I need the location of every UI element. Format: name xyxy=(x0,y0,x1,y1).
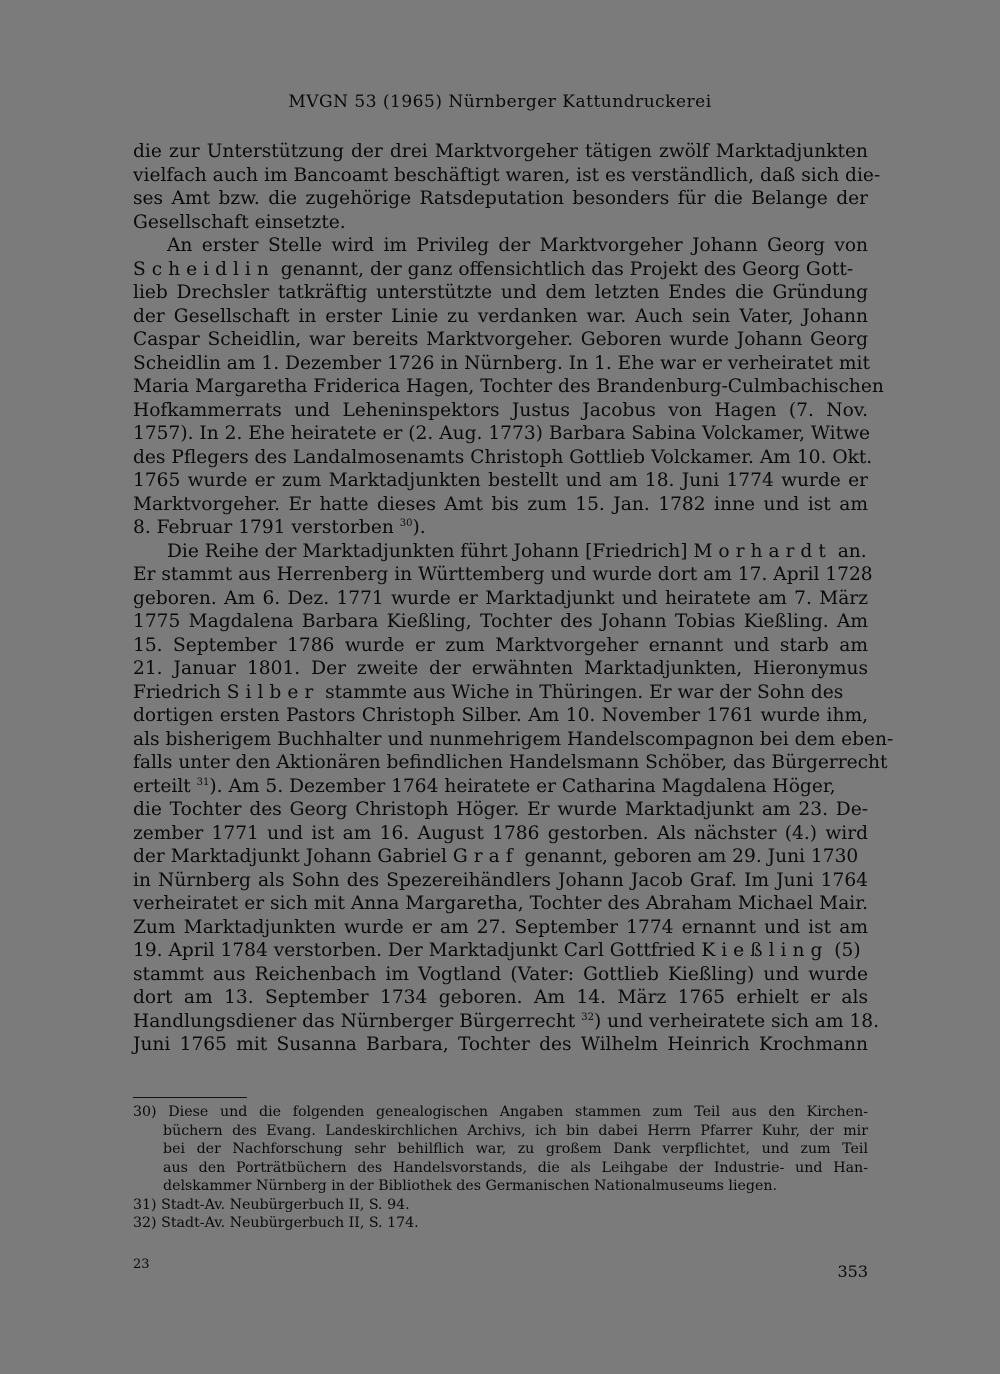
text-line xyxy=(133,681,868,705)
text-line: Gesellschaft einsetzte. xyxy=(133,211,346,233)
text-run: genannt, geboren am 29. Juni 1730 xyxy=(518,846,859,867)
text-line: die zur Unterstützung der drei Marktvorgeher tätigen zwölf Marktadjunkten xyxy=(133,141,868,162)
text-line: dort am 13. September 1734 geboren. Am 14. März 1765 erhielt er als xyxy=(133,987,868,1008)
text-line: dortigen ersten Pastors Christoph Silber. Am 10. November 1761 wurde ihm, xyxy=(133,705,868,726)
text-line: der Gesellschaft in erster Linie zu verdanken war. Auch sein Vater, Johann xyxy=(133,305,868,327)
spaced-name: Scheidlin xyxy=(133,258,275,280)
page-number: 353 xyxy=(837,1262,868,1281)
text-line: vielfach auch im Bancoamt beschäftigt waren, ist es verständlich, daß sich die- xyxy=(133,164,881,186)
text-run: Handlungsdiener das Nürnberger Bürgerrecht xyxy=(133,1010,576,1032)
text-run: ). Am 5. Dezember 1764 heiratete er Catharina Magdalena Höger, xyxy=(209,775,836,797)
text-line: in Nürnberg als Sohn des Spezereihändlers Johann Jacob Graf. Im Juni 1764 xyxy=(133,869,868,891)
text-line xyxy=(133,775,868,799)
footnote-ref: 31 xyxy=(196,776,210,788)
footnote-ref: 30 xyxy=(399,518,413,529)
text-line: 15. September 1786 wurde er zum Marktvorgeher ernannt und starb am xyxy=(133,634,868,656)
text-line: 21. Januar 1801. Der zweite der erwähnten Marktadjunkten, Hieronymus xyxy=(133,658,868,679)
text-line: Caspar Scheidlin, war bereits Marktvorgeher. Geboren wurde Johann Georg xyxy=(133,329,868,350)
text-run: der Marktadjunkt Johann Gabriel xyxy=(133,846,453,867)
text-line xyxy=(133,939,868,963)
footnote-30-line: bei der Nachforschung sehr behilflich war, zu großem Dank verpflichtet, und zum Teil xyxy=(163,1141,868,1157)
footnote-30-line: büchern des Evang. Landeskirchlichen Archivs, ich bin dabei Herrn Pfarrer Kuhr, der mir xyxy=(163,1122,868,1139)
footnote-30-line: delskammer Nürnberg in der Bibliothek des Germanischen Nationalmuseums liegen. xyxy=(163,1178,778,1194)
text-line: geboren. Am 6. Dez. 1771 wurde er Marktadjunkt und heiratete am 7. März xyxy=(133,587,868,609)
text-line: 1765 wurde er zum Marktadjunkten bestellt und am 18. Juni 1774 wurde er xyxy=(133,470,868,491)
text-line: Scheidlin am 1. Dezember 1726 in Nürnberg. In 1. Ehe war er verheiratet mit xyxy=(133,352,870,374)
spaced-name: Kießling xyxy=(701,940,829,961)
running-head: MVGN 53 (1965) Nürnberger Kattundruckerei xyxy=(288,92,712,112)
footnote-32 xyxy=(133,1214,868,1233)
text-run: 19. April 1784 verstorben. Der Marktadjunkt Carl Gottfried xyxy=(133,940,702,961)
text-line: An erster Stelle wird im Privileg der Marktvorgeher Johann Georg von xyxy=(167,235,868,256)
text-line: ses Amt bzw. die zugehörige Ratsdeputation besonders für die Belange der xyxy=(133,188,868,209)
spaced-name: Morhardt xyxy=(693,540,832,562)
text-run: ) und verheiratete sich am 18. xyxy=(593,1010,880,1032)
footnote-mark: 32) xyxy=(133,1215,157,1231)
signature-mark: 23 xyxy=(133,1257,150,1272)
text-run: an. xyxy=(831,540,867,562)
text-line xyxy=(133,516,868,540)
text-line xyxy=(133,1010,880,1034)
text-line: Maria Margaretha Friderica Hagen, Tochter des Brandenburg-Culmbachischen xyxy=(133,376,884,397)
text-run: (5) xyxy=(828,940,861,961)
text-line: Marktvorgeher. Er hatte dieses Amt bis zum 15. Jan. 1782 inne und ist am xyxy=(133,493,868,515)
text-run: ). xyxy=(412,517,426,538)
text-line: zember 1771 und ist am 16. August 1786 gestorben. Als nächster (4.) wird xyxy=(133,822,868,844)
text-run: genannt, der ganz offensichtlich das Projekt des Georg Gott- xyxy=(274,258,854,280)
text-line: des Pflegers des Landalmosenamts Christoph Gottlieb Volckamer. Am 10. Okt. xyxy=(133,446,873,468)
footnote-divider xyxy=(133,1097,247,1098)
text-line xyxy=(133,540,868,564)
text-line: stammt aus Reichenbach im Vogtland (Vater: Gottlieb Kießling) und wurde xyxy=(133,963,868,985)
footnote-30-line: aus den Porträtbüchern des Handelsvorstands, die als Leihgabe der Industrie- und Han- xyxy=(163,1159,868,1176)
text-line xyxy=(133,845,868,869)
text-line: Zum Marktadjunkten wurde er am 27. September 1774 ernannt und ist am xyxy=(133,916,868,938)
text-run: Stadt-Av. Neubürgerbuch II, S. 94. xyxy=(161,1196,410,1213)
text-run: erteilt xyxy=(133,775,191,797)
footnote-ref: 32 xyxy=(581,1011,594,1023)
footnote-30-line xyxy=(133,1103,868,1122)
text-line: als bisherigem Buchhalter und nunmehrigem Handelscompagnon bei dem eben- xyxy=(133,728,894,750)
text-run: Stadt-Av. Neubürgerbuch II, S. 174. xyxy=(161,1215,419,1231)
text-run: Friedrich xyxy=(133,681,227,703)
text-run: Die Reihe der Marktadjunkten führt Johann [Friedrich] xyxy=(167,540,694,562)
footnote-mark: 30) xyxy=(133,1104,157,1120)
text-run: stammte aus Wiche in Thüringen. Er war der Sohn des xyxy=(319,681,844,703)
text-line: lieb Drechsler tatkräftig unterstützte und dem letzten Endes die Gründung xyxy=(133,282,868,303)
body-text xyxy=(133,140,894,1057)
text-line: die Tochter des Georg Christoph Höger. Er wurde Marktadjunkt am 23. De- xyxy=(133,799,868,820)
text-line: Juni 1765 mit Susanna Barbara, Tochter des Wilhelm Heinrich Krochmann xyxy=(133,1034,868,1055)
text-line xyxy=(133,258,868,282)
text-run: 8. Februar 1791 verstorben xyxy=(133,517,394,538)
text-line: Er stammt aus Herrenberg in Württemberg und wurde dort am 17. April 1728 xyxy=(133,564,873,585)
footnote-mark: 31) xyxy=(133,1196,157,1213)
text-line: falls unter den Aktionären befindlichen Handelsmann Schöber, das Bürgerrecht xyxy=(133,752,888,773)
text-run: Diese und die folgenden genealogischen Angaben stammen zum Teil aus den Kirchen- xyxy=(168,1104,869,1120)
text-line: 1757). In 2. Ehe heiratete er (2. Aug. 1773) Barbara Sabina Volckamer, Witwe xyxy=(133,423,871,444)
spaced-name: Silber xyxy=(226,681,320,703)
text-line: Hofkammerrats und Leheninspektors Justus Jacobus von Hagen (7. Nov. xyxy=(133,399,868,421)
text-line: verheiratet er sich mit Anna Margaretha, Tochter des Abraham Michael Mair. xyxy=(133,893,868,914)
text-line: 1775 Magdalena Barbara Kießling, Tochter des Johann Tobias Kießling. Am xyxy=(133,611,868,632)
footnotes xyxy=(133,1103,868,1233)
spaced-name: Graf xyxy=(452,846,519,867)
footnote-31 xyxy=(133,1196,868,1215)
